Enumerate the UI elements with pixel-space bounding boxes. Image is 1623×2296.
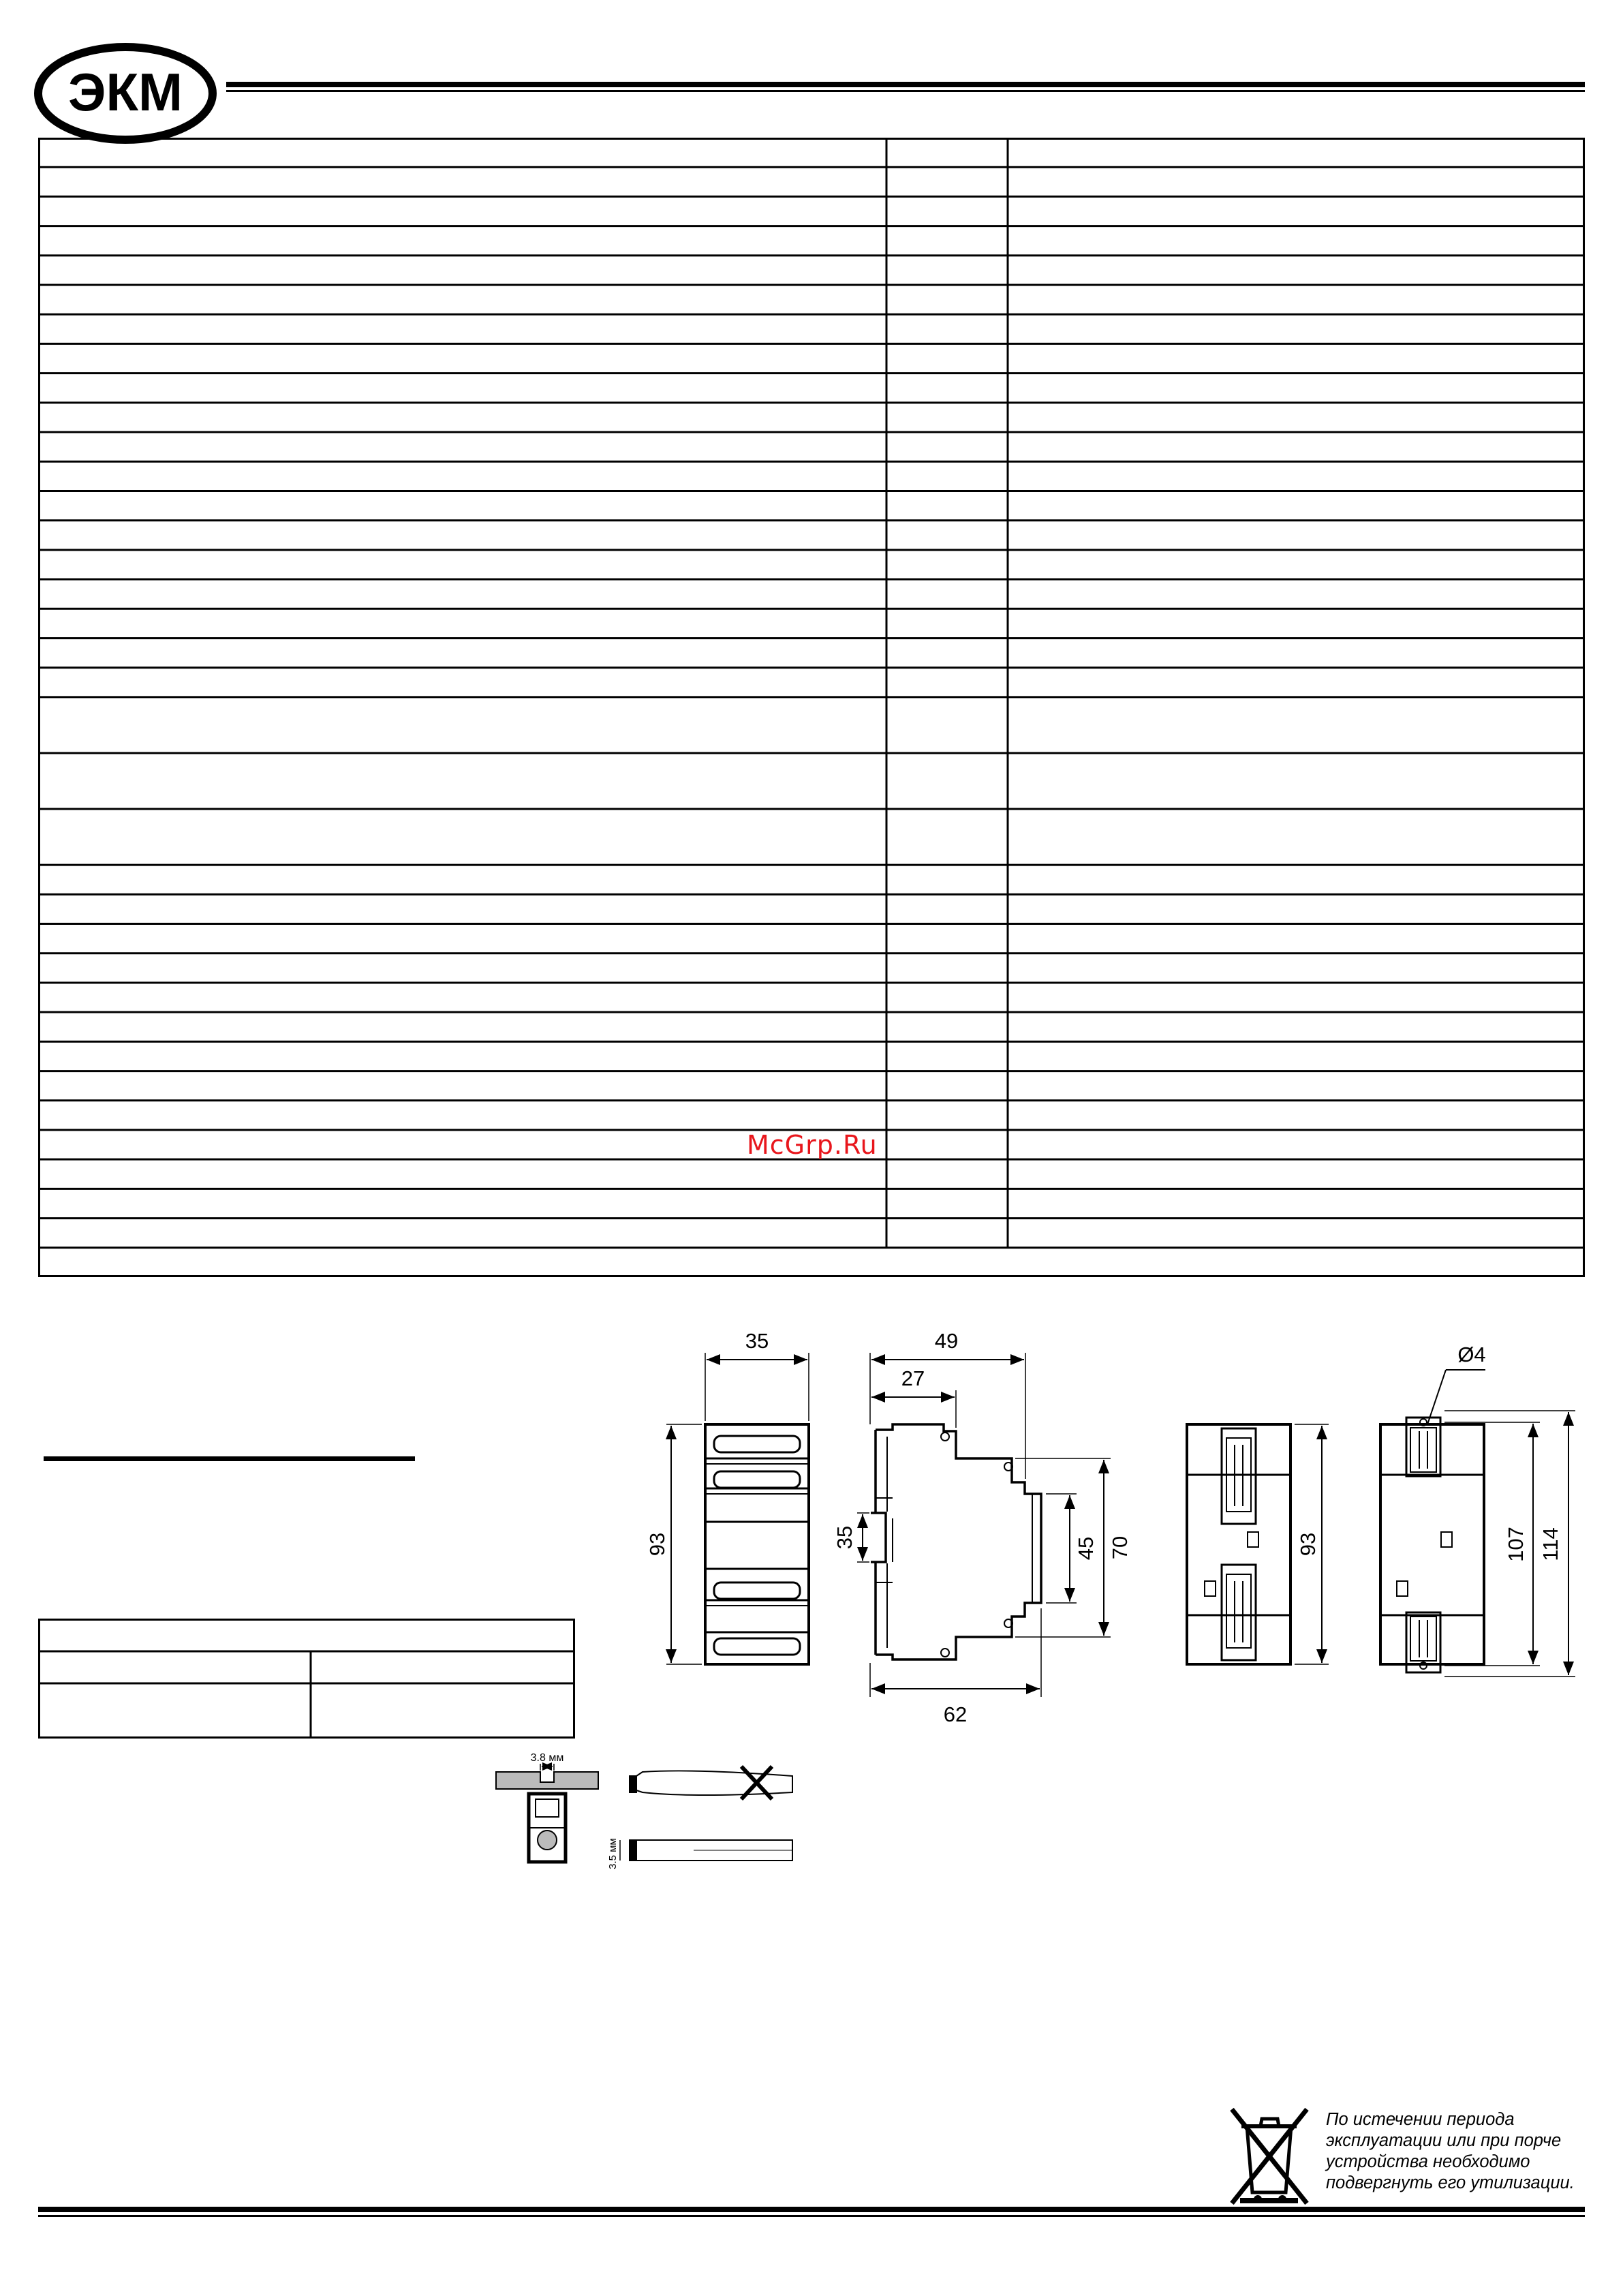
footer-rule bbox=[38, 2207, 1585, 2218]
watermark: McGrp.Ru bbox=[747, 1130, 878, 1160]
spec-table bbox=[38, 138, 1585, 1277]
dim-mount-hole: Ø4 bbox=[1457, 1343, 1486, 1366]
screwdriver-diagram bbox=[489, 1751, 809, 1888]
dim-rear-height: 93 bbox=[1296, 1532, 1320, 1557]
dim-mount-inner: 107 bbox=[1504, 1527, 1528, 1562]
slot-width-label: 3.8 мм bbox=[530, 1752, 564, 1764]
crossed-bin-icon bbox=[1220, 2102, 1318, 2208]
dim-side-height: 70 bbox=[1108, 1535, 1132, 1560]
dim-front-height: 93 bbox=[645, 1532, 669, 1557]
dim-side-base: 62 bbox=[943, 1702, 968, 1726]
spec-table-border bbox=[40, 139, 1584, 1276]
logo-text: ЭКМ bbox=[67, 62, 183, 122]
disposal-note bbox=[1326, 2109, 1585, 2194]
dim-side-depth-front: 27 bbox=[901, 1366, 925, 1390]
small-table bbox=[38, 1619, 575, 1739]
disposal-note-line-1: По истечении периода bbox=[1326, 2110, 1515, 2129]
dim-side-window: 45 bbox=[1074, 1536, 1098, 1561]
section-rule bbox=[44, 1456, 415, 1461]
front-view bbox=[666, 1353, 809, 1664]
disposal-note-line-2: эксплуатации или при порче bbox=[1326, 2131, 1562, 2150]
side-view bbox=[871, 1424, 1041, 1659]
dimension-drawings bbox=[640, 1315, 1594, 2181]
dim-side-depth-total: 49 bbox=[934, 1329, 959, 1353]
dim-front-width: 35 bbox=[745, 1329, 769, 1353]
disposal-note-line-4: подвергнуть его утилизации. bbox=[1326, 2173, 1575, 2192]
side-view-dims bbox=[857, 1353, 1111, 1697]
header-rule bbox=[226, 82, 1585, 93]
mount-view bbox=[1380, 1370, 1575, 1677]
blade-width-label: 3.5 мм bbox=[607, 1838, 619, 1869]
dim-mount-outer: 114 bbox=[1539, 1527, 1562, 1561]
company-logo bbox=[34, 42, 217, 144]
disposal-note-line-3: устройства необходимо bbox=[1326, 2152, 1530, 2171]
dim-side-rail: 35 bbox=[833, 1525, 856, 1550]
